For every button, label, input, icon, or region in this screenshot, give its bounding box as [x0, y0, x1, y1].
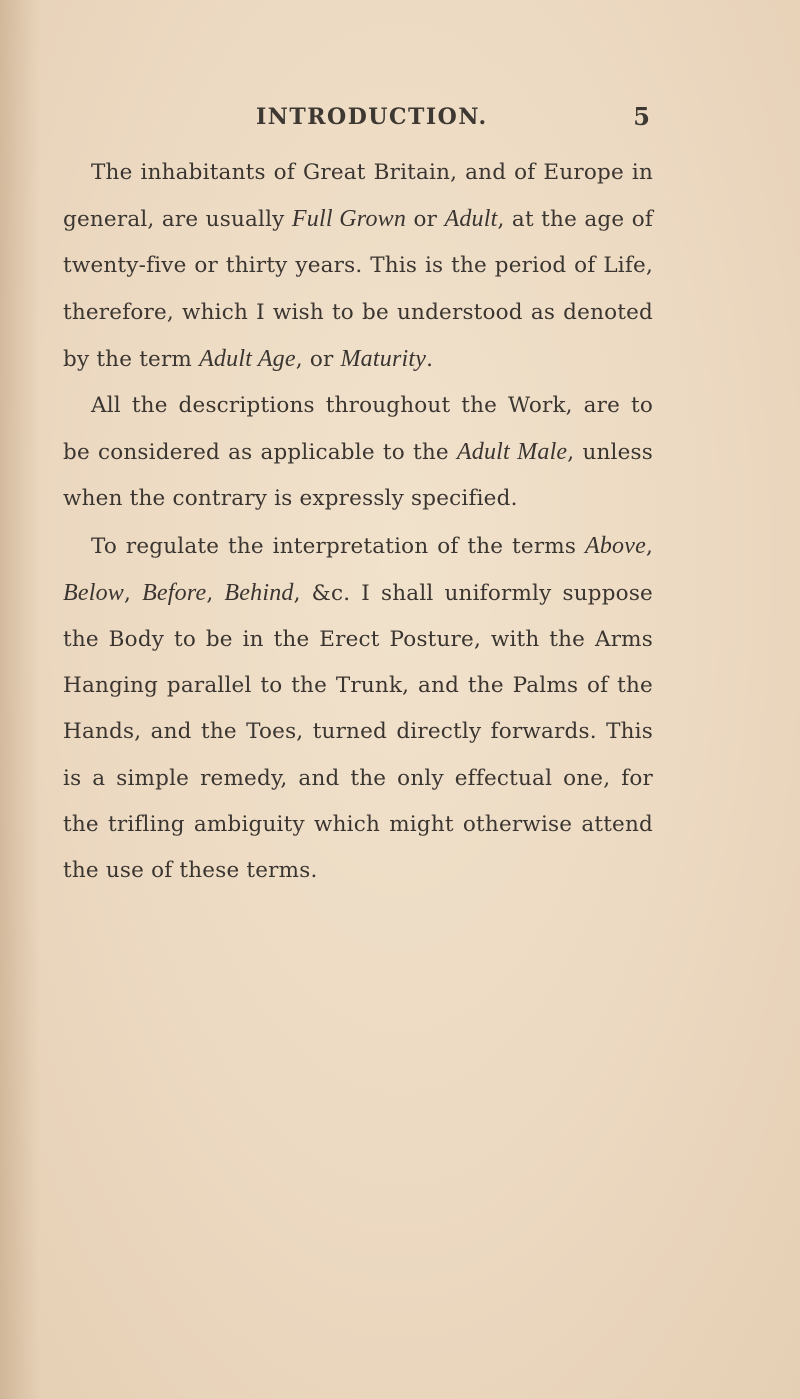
- text-run: , &c. I shall uniformly suppose the Body to be in the Erect Posture, with the Arms Hanging parallel to the Trunk, and the Palms of the Hands, and the Toes, turned directly forwards. This is a simple remedy, and the only effectual one, for the trifling ambiguity which might otherwise attend the use of these terms.: [63, 580, 653, 884]
- text-run: To regulate the interpretation of the terms: [91, 533, 585, 559]
- text-run: All the descriptions throughout the Work, are to be considered as applicable to the: [63, 393, 653, 466]
- italic-term: Above: [584, 532, 646, 559]
- italic-term: Below: [63, 579, 124, 606]
- italic-term: Behind: [224, 579, 294, 606]
- text-run: ,: [124, 580, 143, 606]
- italic-term: Adult Male: [456, 439, 568, 466]
- text-run: , unless when the contrary is expressly specified.: [63, 440, 654, 512]
- text-run: .: [426, 346, 434, 372]
- italic-term: Adult: [444, 206, 498, 233]
- text-run: ,: [206, 580, 225, 606]
- page-number: 5: [633, 102, 650, 131]
- gutter-shadow: [0, 0, 40, 1399]
- page-header: [256, 104, 650, 138]
- italic-term: Maturity: [340, 345, 427, 372]
- paragraph-1: [63, 150, 653, 383]
- body-text: [63, 150, 653, 894]
- paragraph-2: [63, 383, 653, 523]
- text-run: The inhabitants of Great Britain, and of Europe in general, are usually: [63, 160, 653, 233]
- running-head: INTRODUCTION.: [256, 104, 488, 130]
- text-run: , or: [295, 346, 341, 372]
- text-run: ,: [645, 533, 653, 559]
- text-run: or: [406, 207, 445, 233]
- italic-term: Full Grown: [291, 206, 407, 233]
- text-run: , at the age of twenty-five or thirty years. This is the period of Life, therefore, which I wish to be understood as denoted by the term: [63, 207, 653, 372]
- paragraph-3: [63, 523, 653, 895]
- italic-term: Adult Age: [199, 345, 296, 372]
- italic-term: Before: [142, 579, 207, 606]
